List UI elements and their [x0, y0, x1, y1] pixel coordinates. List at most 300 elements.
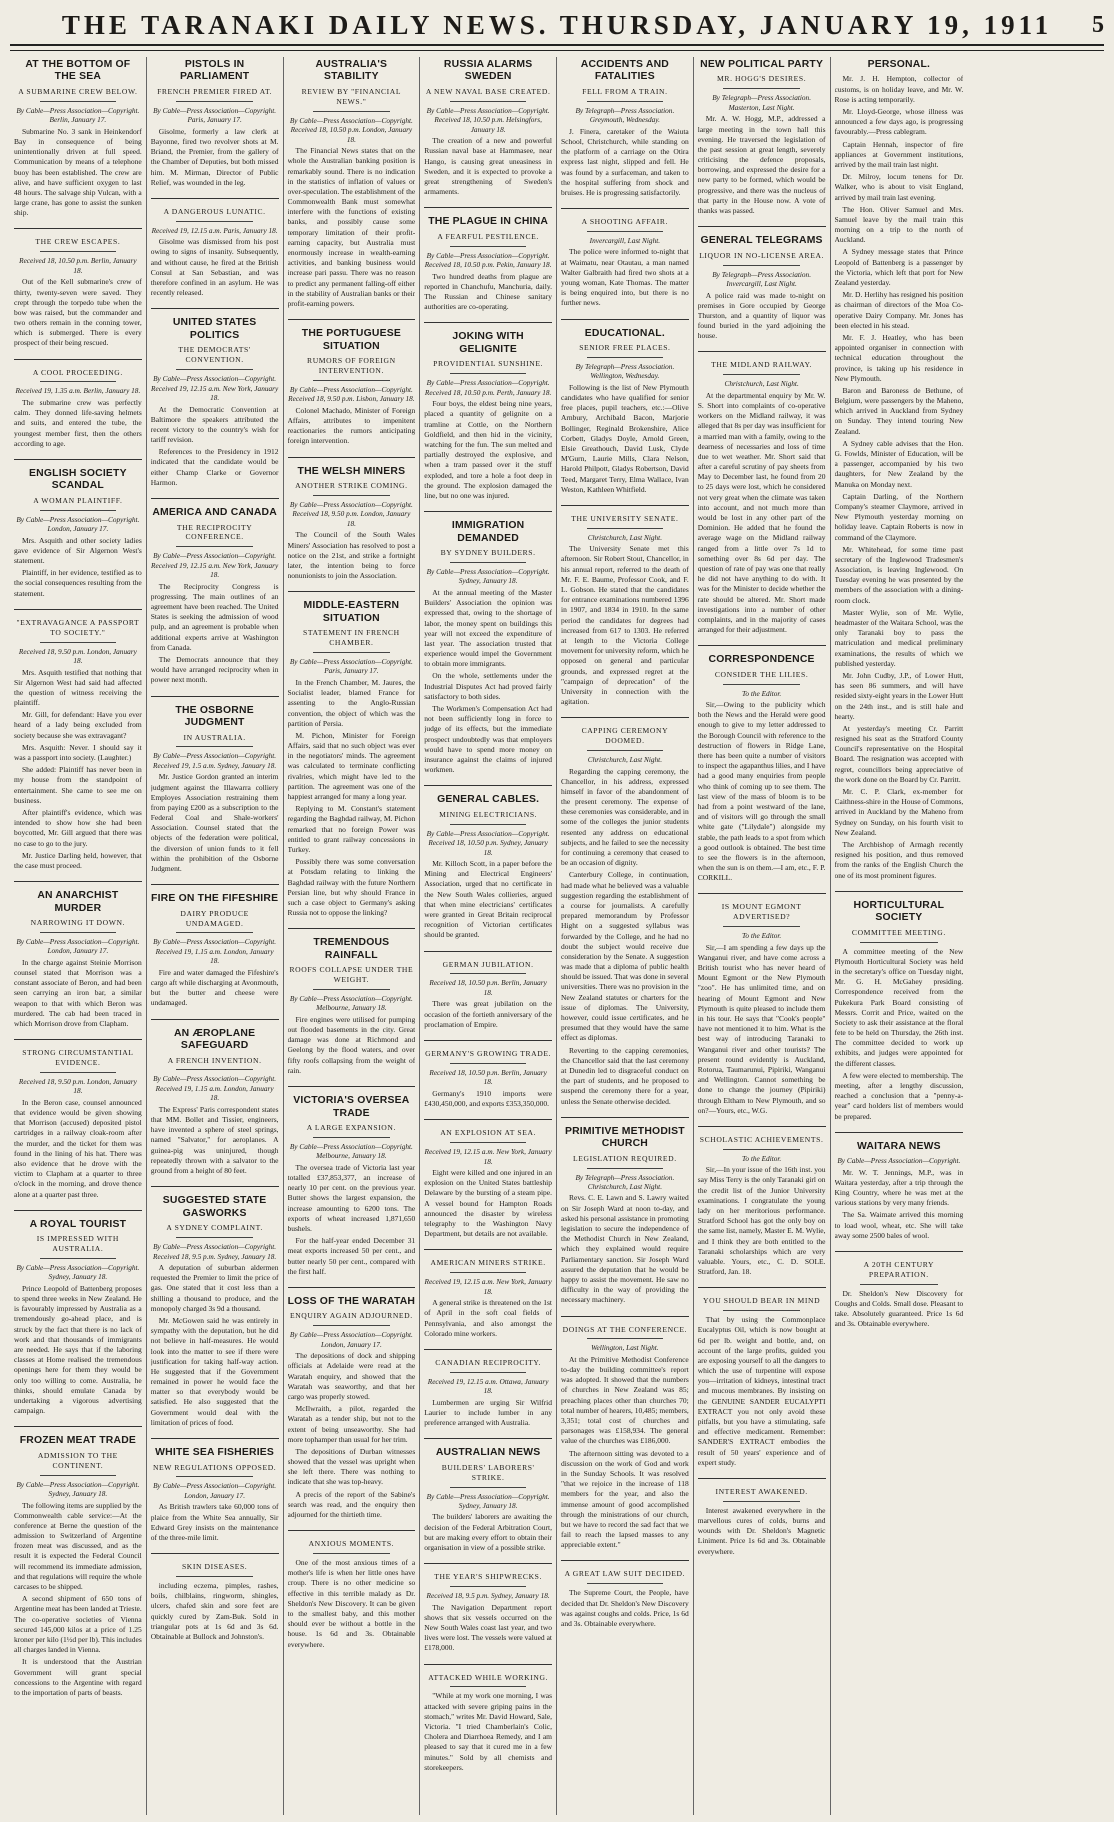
article-headline: IMMIGRATION DEMANDED [451, 520, 525, 544]
article-subhead: A WOMAN PLAINTIFF. [33, 495, 123, 505]
article-paragraph: The builders' laborers are awaiting the decision of the Federal Arbitration Court, but are making every effort to obtain their organisation in view of a possible strike. [424, 1512, 552, 1553]
subhead-rule [40, 510, 117, 511]
article [424, 785, 552, 940]
article-paragraph: Possibly there was some conversation at Potsdam relating to linking the Baghdad railway with the future Northern Persian line, but why should France in such a case object to Germany's asking Russia not to oppose the linking? [287, 857, 416, 918]
article-dateline: By Cable—Press Association—Copyright. [837, 1156, 961, 1166]
article-dateline: Received 19, 12.15 a.m. New York, January 18. [424, 1147, 552, 1166]
article-subhead: GERMANY'S GROWING TRADE. [425, 1049, 552, 1058]
article-paragraph: Sir,—Owing to the publicity which both the News and the Herald were good enough to give to my letter addressed to the Borough Council with reference to the destruction of flowers in Ridge Lane, there has been quite a number of visitors to inspect the agapanthus lilies, and I have had a good many enquiries from people who think of coming up to see them. The last view of the mass of bloom is to be had from a point westward of the lane, and of visitors will go through the small white gate ("Lilydale") alongside my stable, the path leads to a spot from which a good outlook is obtained. The best time to see the flowers is in the afternoon, when the sun is on them.—I am, etc., F. P. CORKILL. [697, 700, 826, 883]
article-dateline: Invercargill, Last Night. [589, 235, 661, 245]
page-number: 5 [1092, 11, 1104, 38]
article-dateline: By Cable—Press Association—Copyright. London, January 17. [16, 514, 140, 534]
article-dateline: By Cable—Press Association—Copyright. Sydney, January 18. [16, 1479, 140, 1499]
article-subhead: INTEREST AWAKENED. [715, 1486, 808, 1496]
article-paragraph: Plaintiff, in her evidence, testified as to the social consequences resulting from the statement. [14, 568, 142, 598]
article [424, 1249, 552, 1339]
article-headline: AN ÆROPLANE SAFEGUARD [173, 1027, 256, 1052]
article [14, 228, 142, 348]
article-paragraph: Mr. C. P. Clark, ex-member for Caithness-shire in the House of Commons, arrived in Auckland by the Maheno from Sydney on Sunday, on his fourth visit to New Zealand. [834, 787, 964, 837]
article [424, 511, 552, 775]
article [14, 1210, 142, 1417]
article [288, 1530, 416, 1650]
article-dateline: Christchurch, Last Night. [587, 755, 663, 765]
article-paragraph: The police were informed to-night that at Waimatu, near Otautau, a man named Walter Galbraith had fired two shots at a young woman, Kate Thomas. The matter is being enquired into, but there is no further news. [561, 247, 689, 308]
article [835, 1132, 964, 1241]
article-paragraph: Prince Leopold of Battenberg proposes to spend three weeks in New Zealand. He is favourably impressed by Australia as a tremendously go-ahead place, and is struck by the fact that there is no lack of work and that thousands of immigrants are needed. He says that if the laboring classes at Home realised the tremendous openings here for them they would be only too willing to come. Australia, he thinks, should emulate Canada by undertaking a vigorous advertising campaign. [14, 1283, 142, 1416]
article-subhead: A SUBMARINE CREW BELOW. [18, 86, 138, 96]
article-paragraph: At the Democratic Convention at Baltimore the speakers attributed the recent victory to the country's wish for tariff revision. [150, 404, 279, 445]
article-dateline: By Cable—Press Association—Copyright. Received 18, 10.50 p.m. Helsingfors, January 18. [426, 105, 550, 134]
article-subhead: IS IMPRESSED WITH AUSTRALIA. [36, 1234, 119, 1254]
article [698, 893, 826, 1115]
article-dateline: By Cable—Press Association—Copyright. Paris, January 17. [289, 656, 413, 676]
article-headline: THE PLAGUE IN CHINA [428, 216, 549, 228]
article-paragraph: Germany's 1910 imports were £430,450,000, and exports £353,350,000. [424, 1088, 552, 1109]
article-paragraph: Reverting to the capping ceremonies, the Chancellor said that the last ceremony at Dunedin led to disgraceful conduct on the part of students, and he proposed to suspend the ceremony there for a year, unless the Senate otherwise decided. [561, 1045, 689, 1106]
article-dateline: By Cable—Press Association—Copyright. Received 19, 12.15 a.m. New York, January 18. [151, 374, 279, 403]
article-headline: FIRE ON THE FIFESHIRE [151, 893, 279, 905]
article-paragraph: Mr. W. T. Jennings, M.P., was in Waitara yesterday, after a trip through the King Country, where he was met at the various stations by very many friends. [834, 1167, 964, 1208]
article [698, 645, 826, 883]
article [288, 457, 416, 582]
article-paragraph: The Express' Paris correspondent states that MM. Bollet and Tissier, engineers, have invented a sphere of steel springs, named "Salvator," for aeroplanes. A guinea-pig was uninjured, though repeatedly thrown with a salvator to the ground from a height of 80 feet. [150, 1104, 279, 1176]
subhead-rule [40, 1258, 117, 1259]
article-subhead: ADMISSION TO THE CONTINENT. [37, 1450, 118, 1470]
article-paragraph: The University Senate met this afternoon. Sir Robert Stout, Chancellor, in his annual report, referred to the death of Mr. F. E. Baume, Professor Cook, and F. L. Gobson. He stated that the candidates for entrance examinations numbered 1396 in 1907, and 1834 in 1910. In the same period the candidates for degrees had increased from 617 to 1303. He referred at length to the Victoria College movement for university reform, which he opposed on general and particular grounds, and expressed regret at the "campaign of deprecation" of the University in connection with the agitation. [561, 544, 689, 707]
article-headline: ENGLISH SOCIETY SCANDAL [29, 467, 127, 492]
subhead-rule [176, 1237, 253, 1238]
article-headline: VICTORIA'S OVERSEA TRADE [293, 1095, 410, 1119]
article-subhead: THE DEMOCRATS' CONVENTION. [178, 345, 251, 365]
article-paragraph: On the whole, settlements under the Industrial Disputes Act had proved fairly satisfactory to both sides. [424, 671, 552, 701]
article [424, 1040, 552, 1109]
subhead-rule [587, 750, 664, 751]
article [698, 351, 826, 635]
article-dateline: By Cable—Press Association—Copyright. Received 19, 1.15 a.m. London, January 18. [153, 937, 277, 966]
article-subhead: MINING ELECTRICIANS. [439, 809, 538, 819]
article-paragraph: Mr. McGowen said he was entirely in sympathy with the deputation, but he did not believe in half-measures. He would look into the matter to see if there were justification for taking half-way action. He suggested that if the Government remained in power he would face the matter so that everybody would be satisfied. He also suggested that the Government would deal with the limitation of prices of food. [150, 1315, 279, 1427]
article-paragraph: References to the Presidency in 1912 indicated that the candidate would be either Champ Clarke or Governor Harmon. [150, 447, 279, 487]
article [561, 319, 689, 495]
article [151, 1186, 279, 1428]
article-paragraph: As British trawlers take 60,000 tons of plaice from the White Sea annually, Sir Edward Grey insists on the maintenance of the three-mile limit. [150, 1502, 279, 1542]
article-paragraph: Submarine No. 3 sank in Heinkendorf Bay in consequence of being unintentionally driven at full speed. Communication by means of a telephone buoy has been established. The crew are alive, and have sufficient oxygen to last 48 hours. The salvage ship Vulcan, with a large crane, has gone to assist the sunken ship. [14, 126, 142, 218]
article-paragraph: The Navigation Department report shows that six vessels occurred on the New South Wales coast last year, and two lives were lost. The vessels were valued at £178,000. [424, 1602, 552, 1653]
subhead-rule [40, 1475, 117, 1476]
article [561, 1117, 689, 1306]
masthead-rule [10, 44, 1104, 51]
article-paragraph: Master Wylie, son of Mr. Wylie, headmaster of the Waitara School, was the only Taranaki boy to pass the matriculation and medical preliminary examinations, the results of which we published yesterday. [834, 607, 964, 668]
article-headline: AUSTRALIAN NEWS [435, 1447, 541, 1459]
article-paragraph: Mr. John Cudby, J.P., of Lower Hutt, has seen 86 summers, and will have resided sixty-eight years in the Lower Hutt on the 24th inst., and is still hale and hearty. [834, 670, 964, 721]
article [561, 717, 689, 1106]
article-subhead: CANADIAN RECIPROCITY. [435, 1357, 541, 1367]
news-columns [10, 57, 1104, 1815]
article-paragraph: Mr. F. J. Heatley, who has been appointed organiser in connection with technical education throughout the province, is taking up his residence in New Plymouth. [834, 332, 964, 383]
subhead-rule [587, 1583, 664, 1584]
article-paragraph: Lumbermen are urging Sir Wilfrid Laurier to include lumber in any preference arranged with Australia. [424, 1397, 552, 1428]
article-paragraph: J. Finera, caretaker of the Waiuta School, Christchurch, while standing on the platform of a carriage on the Otira express last night, slipped and fell. He was found by a surfaceman, and taken to the hospital suffering from shock and bruises. He is progressing satisfactorily. [561, 126, 689, 197]
article-paragraph: Two hundred deaths from plague are reported in Chanchufu, Manchuria, daily. The Russian and Chinese sanitary authorities are co-operating. [424, 271, 552, 312]
article-paragraph: Mrs. Asquith and other society ladies gave evidence of Sir Algernon West's statement. [14, 535, 142, 566]
subhead-rule [313, 1325, 390, 1326]
article-paragraph: The Reciprocity Congress is progressing. The main outlines of an agreement have been reached. The United States is seeking the admission of wood pulp, and an agreement is probable when additional experts arrive at Washington from Canada. [150, 581, 279, 652]
article-headline: HORTICULTURAL SOCIETY [853, 899, 945, 924]
article-paragraph: Gisolme, formerly a law clerk at Bayonne, fired two revolver shots at M. Briand, the Premier, from the gallery of the Chamber of Deputies, but both missed him. M. Mirman, Director of Public Relief, was wounded in the leg. [150, 126, 279, 187]
article-subhead: BUILDERS' LABORERS' STRIKE. [441, 1462, 535, 1482]
article-paragraph: The Hon. Oliver Samuel and Mrs. Samuel leave by the mail train this morning on a trip to the north of Auckland. [834, 204, 964, 245]
article-subhead: ENQUIRY AGAIN ADJOURNED. [289, 1311, 413, 1321]
article-dateline: Received 18, 10.50 p.m. Berlin, January 18. [19, 256, 137, 275]
article-dateline: Received 19, 12.15 a.m. Ottawa, January 18. [427, 1376, 549, 1396]
article-paragraph: The Archbishop of Armagh recently resigned his position, and thus removed from the ranks of the English Church the one of its most prominent figures. [834, 839, 964, 880]
article [14, 609, 142, 871]
article-subhead: ANOTHER STRIKE COMING. [295, 481, 408, 491]
article-paragraph: Revs. C. E. Lawn and S. Lawry waited on Sir Joseph Ward at noon to-day, and asked his personal assistance in promoting legislation to secure the independence of the Methodist Church in New Zealand, which they explained would require Parliamentary sanction. Sir Joseph Ward assured the deputation that he would be happy to assist the movement. He saw no difficulty in the way of providing the necessary machinery. [561, 1193, 689, 1305]
article [424, 1119, 552, 1239]
article-dateline: By Cable—Press Association—Copyright. Sydney, January 18. [426, 566, 550, 586]
article-dateline: By Cable—Press Association—Copyright. Received 18, 10.50 p.m. Perth, January 18. [424, 378, 552, 397]
article-paragraph: Interest awakened everywhere in the marvellous cures of colds, burns and wounds with Dr. Sheldon's Magnetic Liniment. Price 1s 6d and 3s. Obtainable everywhere. [697, 1505, 826, 1556]
article-paragraph: McIlwraith, a pilot, regarded the Waratah as a tender ship, but not to the extent of being unseaworthy. She had more tophamper than usual for her trim. [287, 1404, 416, 1444]
article-dateline: By Cable—Press Association—Copyright. Melbourne, January 18. [289, 993, 413, 1013]
article [698, 1287, 826, 1468]
article-paragraph: Replying to M. Constant's statement regarding the Baghdad railway, M. Pichon remarked that no foreign Power was entitled to grant railway concessions in Turkey. [287, 804, 416, 854]
article-dateline: By Cable—Press Association—Copyright. London, January 17. [289, 1330, 413, 1349]
article-paragraph: The submarine crew was perfectly calm. They donned life-saving helmets and suits, and entered the tube, the youngest member first, then the others according to age. [14, 397, 142, 448]
article-dateline: By Telegraph—Press Association. Greymouth, Wednesday. [575, 105, 675, 125]
article-headline: MIDDLE-EASTERN SITUATION [303, 600, 400, 624]
article-paragraph: Mr. A. W. Hogg, M.P., addressed a large meeting in the town hall this evening. He traversed the legislation of the past session at great length, severely criticising the defence proposals, borrowing, and expressed the desire for a new party to be formed, which would be progressive, and there was the nucleus of that party in the House now. A vote of thanks was passed. [697, 114, 826, 215]
article [151, 696, 279, 875]
article-headline: UNITED STATES POLITICS [172, 317, 257, 341]
article-dateline: By Cable—Press Association—Copyright. London, January 17. [16, 936, 140, 956]
article-subhead: THE MIDLAND RAILWAY. [711, 360, 813, 370]
article-subhead: NARROWING IT DOWN. [30, 918, 126, 928]
article-headline: TREMENDOUS RAINFALL [313, 937, 390, 961]
column-6-content [698, 57, 826, 1815]
subhead-rule [450, 824, 527, 825]
article-subhead: AMERICAN MINERS STRIKE. [430, 1258, 546, 1268]
subhead-rule [587, 357, 664, 358]
article [288, 319, 416, 446]
article-paragraph: Mr. Justice Darling held, however, that the case must proceed. [14, 850, 142, 870]
article-headline: THE WELSH MINERS [297, 465, 406, 477]
article-subhead: THE YEAR'S SHIPWRECKS. [434, 1572, 542, 1582]
subhead-rule [450, 1372, 527, 1373]
article-subhead: AN EXPLOSION AT SEA. [440, 1128, 537, 1138]
column-1 [10, 57, 147, 1815]
column-7-content [835, 57, 964, 1815]
article-headline: RUSSIA ALARMS SWEDEN [443, 59, 533, 83]
article [561, 1316, 689, 1551]
article-paragraph: A deputation of suburban aldermen requested the Premier to limit the price of gas. One stated that it cost less than a shilling a thousand to produce, and the monopoly charged 3s 9d a thousand. [150, 1263, 279, 1313]
article-paragraph: The Democrats announce that they would have arranged reciprocity when in power next month. [150, 655, 279, 685]
column-5-content [561, 57, 689, 1815]
article-headline: PISTOLS IN PARLIAMENT [179, 59, 250, 83]
article [151, 1019, 279, 1177]
article-paragraph: A committee meeting of the New Plymouth Horticultural Society was held in the secretary's office on Tuesday night, Mr. G. H. McGahey presiding. Correspondence received from the Pukekura Park Board consisting of Messrs. Corrit and Price, waited on the Society to ask their assistance at the floral fete to be held on Thursday, the 26th inst. The committee decided to work up exhibits, and judges were appointed for the different classes. [834, 946, 964, 1068]
article-dateline: Received 19, 12.15 a.m. Paris, January 18. [151, 225, 278, 235]
article-headline: EDUCATIONAL. [584, 327, 665, 339]
article-dateline: By Cable—Press Association—Copyright. Received 18, 9.50 p.m. London, January 18. [289, 499, 413, 528]
article-subhead: MR. HOGG'S DESIRES. [717, 74, 807, 84]
subhead-rule [587, 101, 664, 102]
subhead-rule [723, 1310, 800, 1311]
article [561, 59, 689, 198]
article-subhead: ATTACKED WHILE WORKING. [428, 1672, 549, 1682]
article-paragraph: The Supreme Court, the People, have decided that Dr. Sheldon's New Discovery was against coughs and colds. Price, 1s 6d and 3s. Obtainable everywhere. [561, 1588, 689, 1628]
article-headline: LOSS OF THE WARATAH [287, 1295, 416, 1307]
subhead-rule [450, 1272, 527, 1273]
article [14, 1426, 142, 1698]
article-subhead: A LARGE EXPANSION. [306, 1123, 396, 1132]
subhead-rule [313, 1137, 390, 1138]
article [14, 881, 142, 1029]
article-subhead: SCHOLASTIC ACHIEVEMENTS. [699, 1134, 824, 1144]
article [288, 591, 416, 918]
column-4 [420, 57, 557, 1815]
article-dateline: By Cable—Press Association—Copyright. Received 18, 9.50 p.m. Lisbon, January 18. [288, 384, 415, 404]
column-3-content [288, 57, 416, 1815]
article-paragraph: Fire and water damaged the Fifeshire's cargo aft while discharging at Avonmouth, but the butter and cheese were undamaged. [150, 967, 279, 1008]
article-dateline: By Cable—Press Association—Copyright. Berlin, January 17. [16, 105, 140, 125]
article-paragraph: The creation of a new and powerful Russian naval base at Hammasee, near Hango, is causing great uneasiness in Sweden, and it is expected to provoke a great strengthening of Sweden's armaments. [424, 136, 552, 197]
article-paragraph: The oversea trade of Victoria last year totalled £37,853,377, an increase of nearly 10 per cent. on the previous year. Butter shows the largest expansion, the increase amounting to 6200 tons. The exports of wheat increased 1,871,650 bushels. [287, 1162, 416, 1233]
article-paragraph: including eczema, pimples, rashes, boils, chilblains, ringworm, shingles, ulcers, chafed skin and sore feet are quickly cured by Zam-Buk. Sold in triangular pots at 1s 6d and 3s 6d. Obtainable at Bullock and Johnston's. [150, 1580, 279, 1641]
article-subhead: A FEARFUL PESTILENCE. [437, 231, 539, 241]
article [835, 891, 964, 1122]
article-dateline: To the Editor. [741, 688, 782, 698]
article-dateline: Received 19, 12.15 a.m. New York, January 18. [424, 1277, 552, 1296]
article-dateline: By Cable—Press Association—Copyright. Received 18, 10.50 p.m. London, January 18. [289, 115, 413, 144]
article-paragraph: In the French Chamber, M. Jaures, the Socialist leader, blamed France for assenting to the Anglo-Russian convention, the object of which was the partition of Persia. [287, 677, 416, 728]
article-paragraph: That by using the Commonplace Eucalyptus Oil, which is now bought at 6d per lb. weight and bottle, and, on account of the large profits, guided you are exposing yourself to all the dangers to which the use of turpentine will expose you—irritation of kidneys, intestinal tract and mucous membranes. By insisting on the GENUINE SANDER EUCALYPTI EXTRACT you not only avoid these pitfalls, but you have a stimulating, safe and effective medicament. Remember: SANDER'S EXTRACT embodies the result of 50 years' experience and of expert study. [697, 1315, 826, 1467]
article-dateline: By Cable—Press Association—Copyright. Sydney, January 18. [16, 1262, 140, 1282]
article-dateline: By Cable—Press Association—Copyright. Received 19, 1.5 a.m. Sydney, January 18. [153, 751, 277, 770]
article-paragraph: A precis of the report of the Sabine's search was read, and the enquiry then adjourned for the thirtieth time. [287, 1489, 416, 1520]
subhead-rule [723, 88, 800, 89]
article [288, 928, 416, 1076]
article-subhead: A GREAT LAW SUIT DECIDED. [564, 1569, 686, 1579]
subhead-rule [176, 1576, 253, 1577]
article [14, 1039, 142, 1200]
article-headline: NEW POLITICAL PARTY [700, 59, 824, 70]
article-paragraph: A general strike is threatened on the 1st of April in the soft coal fields of Pennsylvania, and also amongst the Colorado mine workers. [424, 1298, 552, 1338]
article-subhead: GERMAN JUBILATION. [442, 959, 534, 969]
article-headline: AT THE BOTTOM OF THE SEA [25, 59, 131, 83]
subhead-rule [860, 942, 937, 943]
article-paragraph: A Sydney message states that Prince Leopold of Battenberg is a passenger by the Victoria, which left that port for New Zealand yesterday. [834, 247, 964, 288]
article [14, 59, 142, 218]
article-headline: THE OSBORNE JUDGMENT [175, 704, 254, 729]
subhead-rule [176, 746, 253, 747]
article-paragraph: A police raid was made to-night on premises in Gore occupied by George Thurston, and a quantity of liquor was found buried in the yard adjoining the house. [697, 290, 826, 341]
article [698, 1126, 826, 1277]
subhead-rule [587, 231, 664, 232]
subhead-rule [313, 1553, 390, 1554]
article-paragraph: Mr. D. Herlihy has resigned his position as chairman of directors of the Moa Co-operative Dairy Company. Mr. Jones has been elected in his stead. [834, 290, 964, 330]
article-paragraph: Mrs. Asquith testified that nothing that Sir Algernon West had said had affected the question of witness receiving the plaintiff. [14, 667, 142, 708]
subhead-rule [450, 1487, 527, 1488]
subhead-rule [40, 642, 117, 643]
article-paragraph: Following is the list of New Plymouth candidates who have qualified for senior free places, pupil teachers, etc.:—Olive Arnbury, Archibald Bacon, Marjorie Bollinger, Reginald Brokenshire, Alice Corbett, Gladys Doyle, Arnold Green, Elsie Greathouch, David Lusk, Clyde M'Gurn, Laurie Mills, Clara Nelson, Harold Philpott, Gladys Robertson, David Teed, Margaret Terry, Elma Wallace, Ivan Weston, Kathleen Whitfield. [561, 382, 689, 494]
subhead-rule [176, 546, 253, 547]
article-subhead: THE RECIPROCITY CONFERENCE. [176, 522, 253, 542]
article-headline: JOKING WITH GELIGNITE [452, 331, 524, 355]
article-paragraph: Mrs. Asquith: Never. I should say it was a passport into society. (Laughter.) [14, 742, 142, 763]
article [698, 59, 826, 216]
subhead-rule [450, 562, 527, 563]
subhead-rule [450, 1586, 527, 1587]
subhead-rule [723, 1149, 800, 1150]
article-paragraph: The Sa. Waimate arrived this morning to load wool, wheat, etc. She will take away some 2500 bales of wool. [834, 1210, 964, 1240]
article-subhead: THE CREW ESCAPES. [35, 237, 121, 247]
article-headline: PERSONAL. [867, 59, 931, 70]
subhead-rule [450, 1063, 527, 1064]
column-3 [284, 57, 421, 1815]
article-dateline: By Cable—Press Association—Copyright. Paris, January 17. [153, 105, 277, 125]
article [698, 226, 826, 341]
article-subhead: DAIRY PRODUCE UNDAMAGED. [180, 908, 249, 928]
column-6 [694, 57, 831, 1815]
subhead-rule [450, 246, 527, 247]
masthead [10, 8, 1104, 42]
article [424, 951, 552, 1030]
article-subhead: YOU SHOULD BEAR IN MIND [703, 1296, 821, 1306]
article-subhead: A COOL PROCEEDING. [32, 367, 123, 377]
article-dateline: By Cable—Press Association—Copyright. Received 18, 9.5 p.m. Sydney, January 18. [153, 1242, 277, 1261]
subhead-rule [313, 989, 390, 990]
article-paragraph: Fire engines were utilised for pumping out flooded basements in the city. Great damage was done at Richmond and Geelong by the flood waters, and over fifty roofs collapsing from the weight of rain. [287, 1014, 416, 1075]
article-paragraph: Gisolme was dismissed from his post owing to signs of insanity. Subsequently, and without cause, he fired at the British Consul at San Sebastian, and was therefore confined in an asylum. He was recently released. [150, 237, 279, 298]
article [561, 505, 689, 707]
article-headline: FROZEN MEAT TRADE [19, 1435, 137, 1447]
subhead-rule [40, 932, 117, 933]
article-subhead: STRONG CIRCUMSTANTIAL EVIDENCE. [22, 1048, 134, 1068]
article-subhead: CAPPING CEREMONY DOOMED. [581, 726, 669, 746]
article [14, 359, 142, 449]
article-paragraph: Out of the Kell submarine's crew of thirty, twenty-seven were saved. They crept through the torpedo tube when the bow was raised, but the commander and two others remain in the conning tower, which is submerged. There is every prospect of their being rescued. [14, 277, 142, 348]
article-subhead: FRENCH PREMIER FIRED AT. [157, 86, 273, 96]
article-subhead: REVIEW BY "FINANCIAL NEWS." [301, 86, 402, 106]
article-dateline: Received 18, 9.50 p.m. London, January 18. [18, 646, 137, 666]
subhead-rule [723, 926, 800, 927]
article-dateline: Received 19, 1.35 a.m. Berlin, January 18. [15, 386, 141, 396]
article-subhead: THE UNIVERSITY SENATE. [571, 513, 679, 523]
article-paragraph: One of the most anxious times of a mother's life is when her little ones have croup. There is no other medicine so effective in this terrible malady as Dr. Sheldon's New Discovery. It can be given to the smallest baby, and this mother should ever be without a bottle in the house. 1s 6d and 3s. Obtainable everywhere. [287, 1558, 416, 1649]
article-headline: CORRESPONDENCE [708, 654, 815, 666]
subhead-rule [587, 1338, 664, 1339]
article-subhead: CONSIDER THE LILIES. [714, 669, 809, 679]
article-paragraph: At yesterday's meeting Cr. Parritt resigned his seat as the Stratford County Council's representative on the Hospital Board. The resignation was accepted with regret, councillors being appreciative of the work done on the Board by Cr. Parritt. [834, 723, 964, 784]
subhead-rule [723, 1501, 800, 1502]
article-paragraph: At the departmental enquiry by Mr. W. S. Short into complaints of co-operative workers on the Midland railway, it was alleged that 8s per day was insufficient for a married man with a family, owing to the dearness of necessaries and loss of time due to wet weather. Mr. Short said that after a careful scrutiny of pay sheets from May to December last, he found from 20 to 25 days were lost, which he considered not very great when the climate was taken into account, and not much more than would be lost in any other part of the Dominion. He added that he found the average wage on the Midland railway ranged from a little over 7s 1d to something over 8s 6d per day. The question of rate of pay was one that really he did not have anything to do with. It was for the Minister to decide whether the rate should be altered. Mr. Short made investigations into a number of other complaints, and in the majority of cases arranged for their adjustment. [697, 390, 826, 635]
subhead-rule [313, 111, 390, 112]
article [14, 459, 142, 599]
article-subhead: RUMORS OF FOREIGN INTERVENTION. [307, 356, 396, 375]
article-paragraph: There was great jubilation on the occasion of the fortieth anniversary of the proclamation of Empire. [424, 999, 552, 1029]
article [698, 1478, 826, 1557]
article-subhead: A DANGEROUS LUNATIC. [163, 206, 266, 216]
article-paragraph: The afternoon sitting was devoted to a discussion on the work of God and work in the Sunday Schools. It was resolved "that we rejoice in the increase of 118 members for the year, and also the immense amount of good accomplished through the ministrations of our church, but we have to record the sad fact that we fail to reach the lapsed masses to any appreciable extent." [561, 1448, 689, 1550]
article-headline: THE PORTUGUESE SITUATION [301, 328, 401, 352]
article-paragraph: The Workmen's Compensation Act had not been sufficiently long in force to judge of its effects, but the immediate prospect undoubtedly was that employers would have to spend more money on insurance against the claims of injured workmen. [424, 704, 552, 775]
subhead-rule [40, 101, 117, 102]
article-paragraph: M. Pichon, Minister for Foreign Affairs, said that no such object was ever in the negotiators' minds. The agreement was calculated to terminate conflicting rivalries, which might have led to the partition. The agreement was one of the happiest arranged for many a long year. [287, 730, 416, 801]
article-subhead: BY SYDNEY BUILDERS. [440, 548, 536, 558]
article-paragraph: She added: Plaintiff has never been in my house from the standpoint of entertainment. She came to see me on business. [14, 765, 142, 805]
article [288, 1287, 416, 1520]
subhead-rule [860, 1284, 937, 1285]
subhead-rule [587, 1168, 664, 1169]
article-paragraph: Sir,—I am spending a few days up the Wanganui river, and have come across a British tourist who has never heard of Mount Egmont or the New Plymouth "zoo". He has unlimited time, and on hearing of Mount Egmont and New Plymouth is quite pleased to include them in his tour. He says that "Cook's people" have not mentioned it to him. What is the best way of introducing Taranaki to Wanganui river and other tourists? The present round evidently is Auckland, Rotorua, Taumarunui, Pipiriki, Wanganui and Wellington. Cannot something be done to change the journey (Pipiriki) through Eltham to New Plymouth, and so on?—Yours, etc., W.G. [697, 942, 826, 1115]
column-7 [831, 57, 968, 1815]
article [561, 1560, 689, 1629]
article-subhead: A SHOOTING AFFAIR. [581, 217, 669, 227]
article [151, 884, 279, 1008]
article-subhead: LEGISLATION REQUIRED. [573, 1153, 677, 1163]
article-headline: PRIMITIVE METHODIST CHURCH [564, 1125, 685, 1150]
article-paragraph: Dr. Sheldon's New Discovery for Coughs and Colds. Small dose. Pleasant to take. Absolutely guaranteed. Price 1s 6d and 3s. Obtainable everywhere. [834, 1288, 964, 1329]
subhead-rule [313, 652, 390, 653]
article-dateline: Christchurch, Last Night. [724, 379, 799, 389]
subhead-rule [723, 265, 800, 266]
article-paragraph: "While at my work one morning, I was attacked with severe griping pains in the stomach," writes Mr. David Howard, Sale, Victoria. "I tried Chamberlain's Colic, Cholera and Diarrhoea Remedy, and I am pleased to say that it cured me in a few minutes." Sold by all chemists and storekeepers. [424, 1691, 552, 1772]
subhead-rule [723, 374, 800, 375]
article [424, 59, 552, 197]
article-paragraph: Mr. J. H. Hempton, collector of customs, is on holiday leave, and Mr. W. Rose is acting temporarily. [834, 74, 964, 104]
column-1-content [14, 57, 142, 1815]
article-subhead: SKIN DISEASES. [181, 1562, 248, 1572]
article-subhead: NEW REGULATIONS OPPOSED. [152, 1462, 277, 1472]
article-dateline: Received 18, 10.50 p.m. Berlin, January 18. [429, 1067, 547, 1087]
subhead-rule [176, 101, 253, 102]
article-paragraph: The Financial News states that on the whole the Australian banking position is remarkably sound. There is no indication in the statistics of inflation of values or over-speculation. The establishment of the Commonwealth Bank must somewhat interfere with the functions of existing banks, and possibly cause some temporary limitation of their profit-earning capacity, but Australia must enormously increase in wealth-earning activities, and banking business would increase pari passu. There was no reason to predict any permanent falling-off either in the stability of Australian banks or their profit-earning powers. [287, 146, 416, 308]
article-headline: SUGGESTED STATE GASWORKS [162, 1195, 267, 1219]
article [835, 1251, 964, 1329]
article-dateline: To the Editor. [741, 1153, 782, 1163]
article-paragraph: At the annual meeting of the Master Builders' Association the opinion was expressed that, owing to the shortage of labor, the money spent on buildings this year will not exceed the expenditure of last year. The association trusted that experience would impel the Government to obtain more immigrants. [424, 587, 552, 669]
article-dateline: By Cable—Press Association—Copyright. Melbourne, January 18. [289, 1141, 413, 1161]
article-paragraph: The Council of the South Wales Miners' Association has resolved to post a notice on the 21st, and strike a fortnight later, the intention being to force nonunionists to join the Association. [287, 530, 416, 581]
column-4-content [424, 57, 552, 1815]
article-paragraph: A Sydney cable advises that the Hon. G. Fowlds, Minister of Education, will be a passenger, accompanied by his two daughters, for New Zealand by the Manuka on Monday next. [834, 438, 964, 489]
article [424, 1664, 552, 1773]
article-headline: AMERICA AND CANADA [152, 507, 277, 519]
article [424, 1563, 552, 1653]
article [151, 59, 279, 188]
article-subhead: DOINGS AT THE CONFERENCE. [562, 1324, 688, 1334]
article-dateline: By Cable—Press Association—Copyright. Received 18, 10.50 p.m. Sydney, January 18. [426, 828, 550, 857]
article-dateline: By Telegraph—Press Association. Masterton, Last Night. [712, 93, 812, 112]
article [151, 198, 279, 298]
article-headline: WAITARA NEWS [856, 1140, 941, 1152]
article-subhead: IS MOUNT EGMONT ADVERTISED? [721, 902, 802, 922]
article-subhead: LIQUOR IN NO-LICENSE AREA. [699, 250, 825, 260]
article-subhead: ANXIOUS MOMENTS. [308, 1539, 395, 1549]
article-paragraph: Mr. Justice Gordon granted an interim judgment against the Illawarra colliery Employes Association restraining them from paying £200 as a subscription to the Federal Coal and Shale-workers' Association. Counsel stated that the objects of the federation were political, the diversion of union funds to it fell within the prohibition of the Osborne Judgment. [150, 772, 279, 874]
article [424, 1438, 552, 1553]
article-paragraph: At the Primitive Methodist Conference to-day the building committee's report was adopted. It showed that the numbers of churches in New Zealand was 85; preaching places other than churches 70; total number of hearers, 10,485; members, 3,351; total cost of churches and parsonages was £158,934. The general value of the churches was £186,000. [561, 1354, 689, 1446]
article-paragraph: Mr. Whitehead, for some time past secretary of the Inglewood Tradesmen's Association, is leaving Inglewood. On Tuesday evening he was presented by the members of the association with a dining-room clock. [834, 544, 964, 605]
article-paragraph: Baron and Baroness de Bethune, of Belgium, were passengers by the Maheno, which arrived in Auckland from Sydney on Sunday. They intend touring New Zealand. [834, 385, 964, 436]
article [424, 1349, 552, 1428]
article [151, 308, 279, 488]
subhead-rule [450, 101, 527, 102]
article-paragraph: After plaintiff's evidence, which was intended to show how she had been boycotted, Mr. Gill argued that there was no case to go to the jury. [14, 807, 142, 848]
article-dateline: Christchurch, Last Night. [587, 532, 663, 542]
